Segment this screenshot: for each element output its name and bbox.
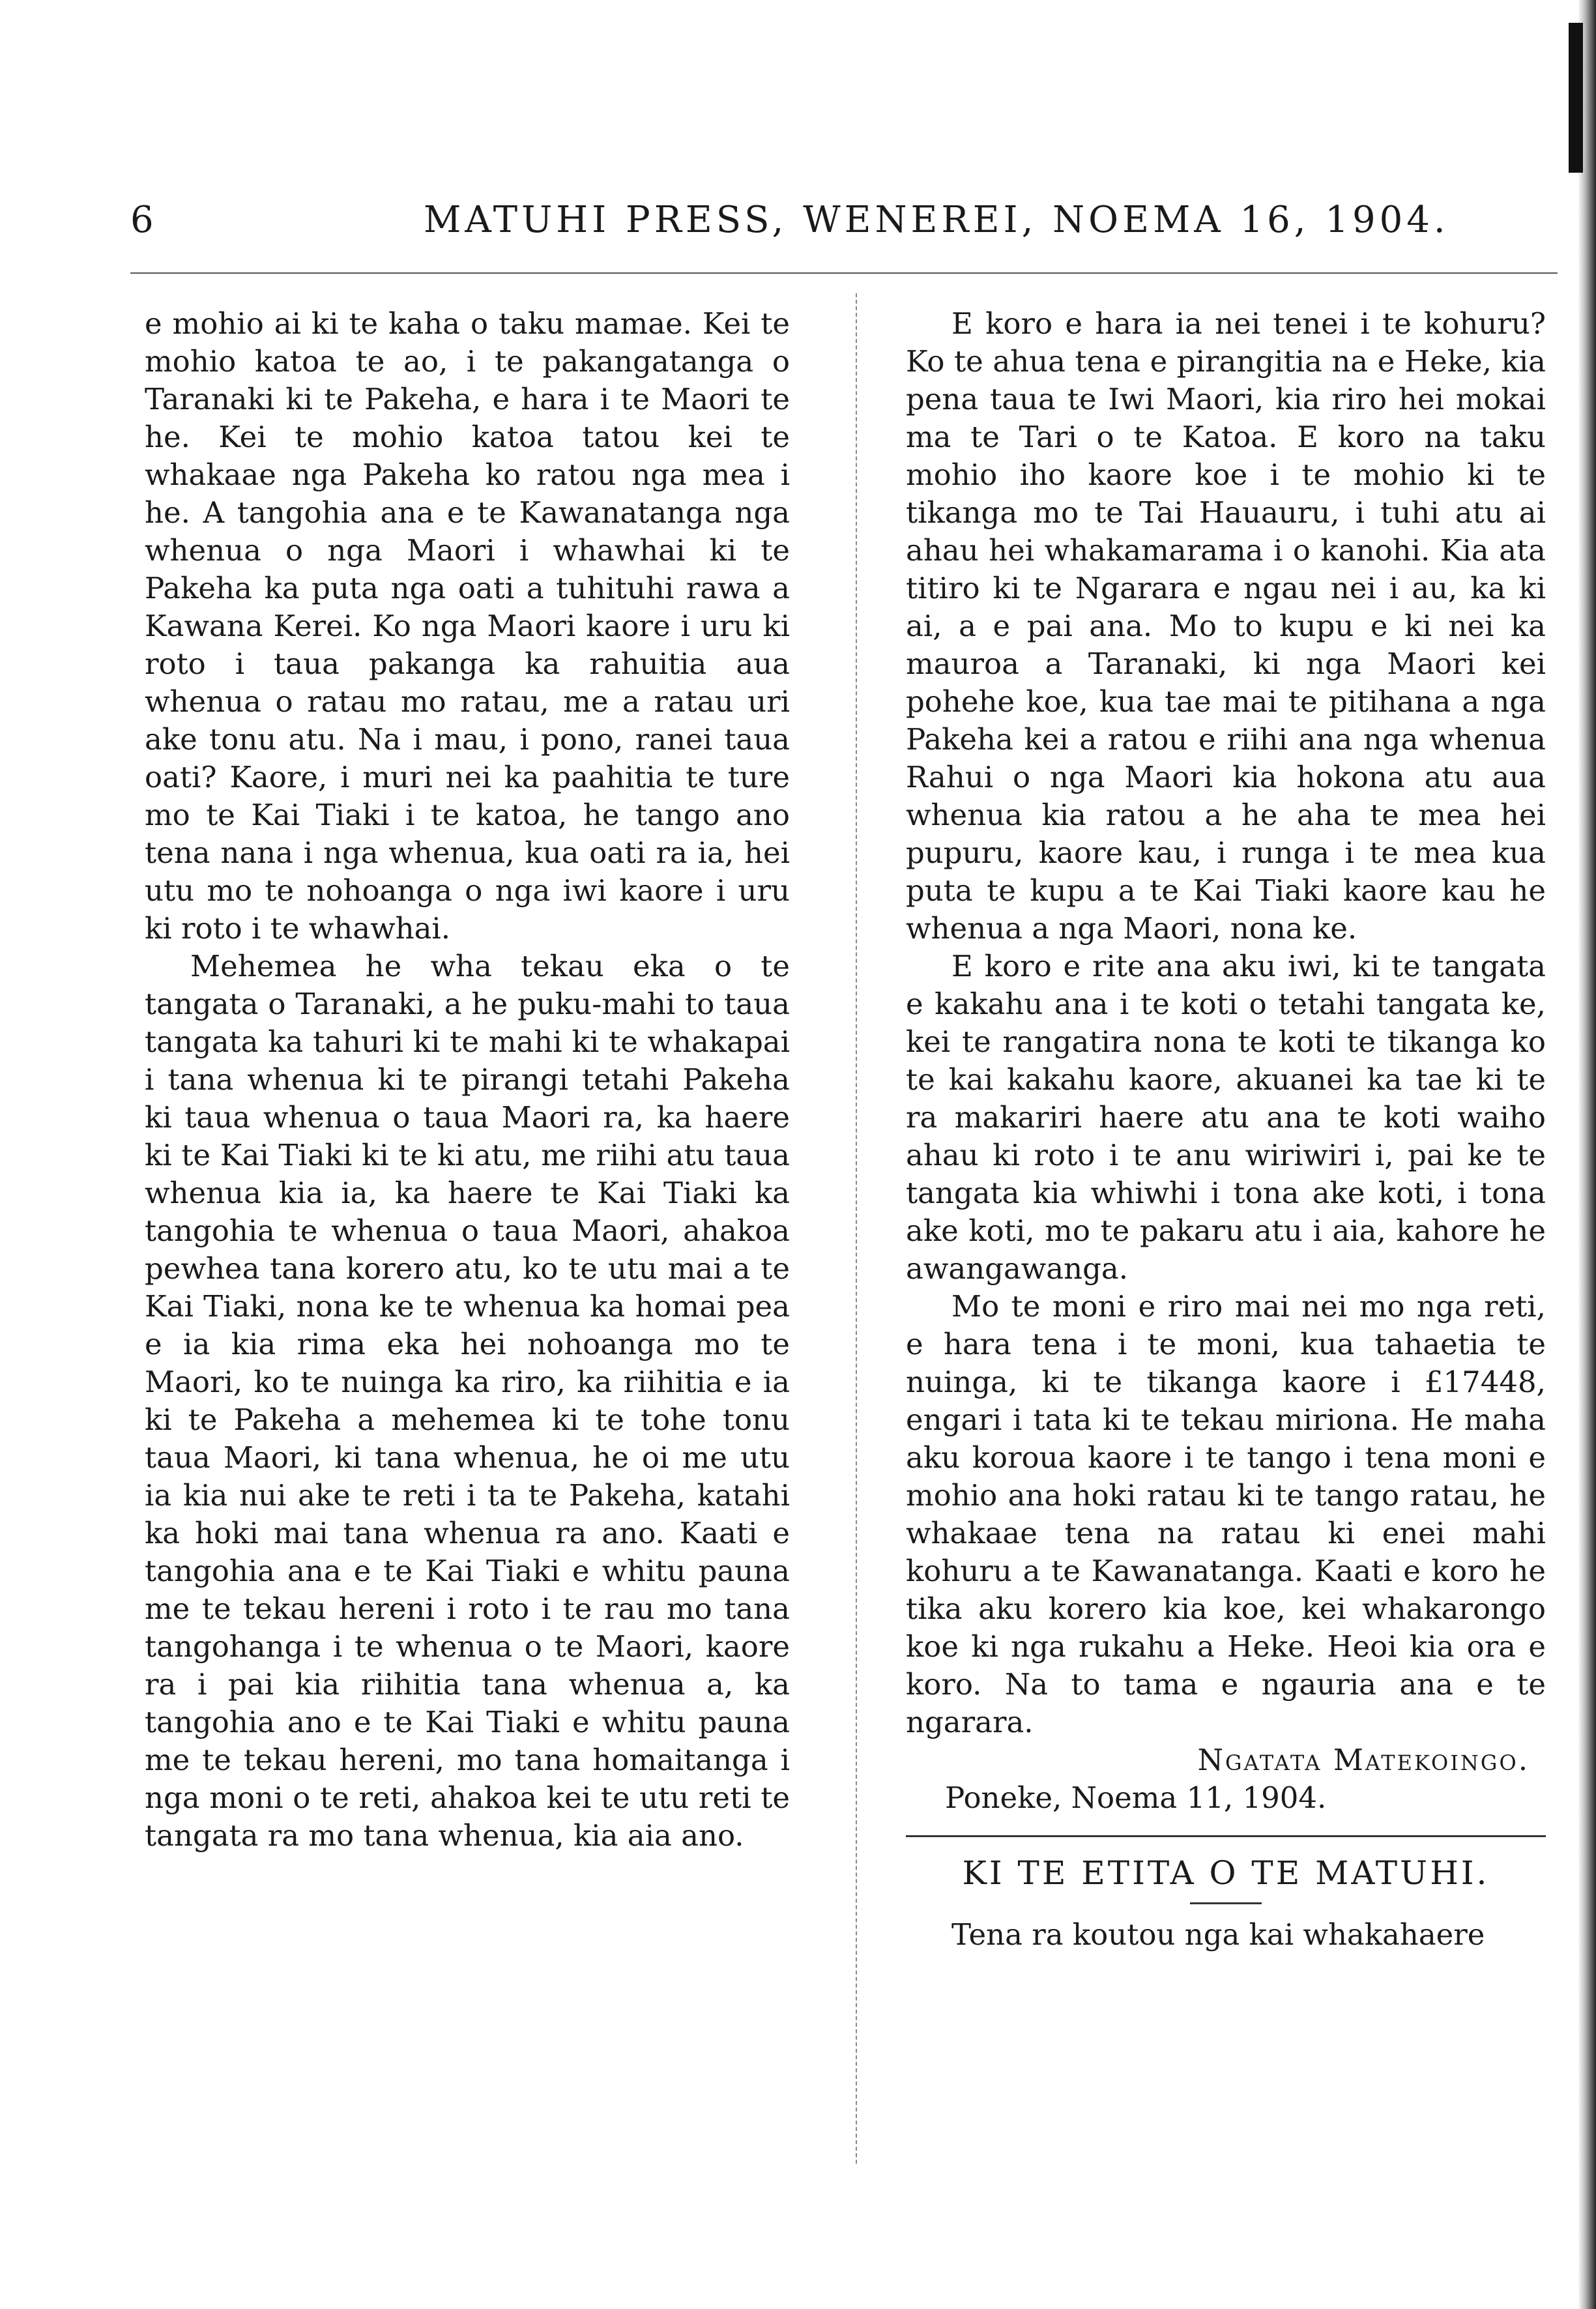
section-short-rule <box>1190 1902 1262 1904</box>
right-paragraph-2: E koro e rite ana aku iwi, ki te tangata e kakahu ana i te koti o tetahi tangata ke, kei te rangatira nona te koti te tikanga ko te kai kakahu kaore, akuanei ka tae ki te ra makariri haere atu ana te koti waiho ahau ki roto i te anu wiriwiri i, pai ke te tangata kia whiwhi i tona ake koti, i tona ake koti, mo te pakaru atu i aia, kahore he awangawanga. <box>906 949 1546 1286</box>
right-paragraph-3: Mo te moni e riro mai nei mo nga reti, e hara tena i te moni, kua tahaetia te nuinga, ki te tikanga kaore i £17448, engari i tata ki te tekau miriona. He maha aku koroua kaore i te tango i tena moni e mohio ana hoki ratau ki te tango ratau, he whakaae tena na ratau ki enei mahi kohuru a te Kawanatanga. Kaati e koro he tika aku korero kia koe, kei whakarongo koe ki nga rukahu a Heke. Heoi kia ora e koro. Na to tama e ngauria ana e te ngarara. <box>906 1289 1546 1739</box>
right-column <box>906 305 1546 1954</box>
left-column <box>145 305 790 1855</box>
page-number: 6 <box>130 199 158 241</box>
left-paragraph-2: Mehemea he wha tekau eka o te tangata o Taranaki, a he puku-mahi to taua tangata ka tahuri ki te mahi ki te whakapai i tana whenua ki te pirangi tetahi Pakeha ki taua whenua o taua Maori ra, ka haere ki te Kai Tiaki ki te ki atu, me riihi atu taua whenua kia ia, ka haere te Kai Tiaki ka tangohia te whenua o taua Maori, ahakoa pewhea tana korero atu, ko te utu mai a te Kai Tiaki, nona ke te whenua ka homai pea e ia kia rima eka hei nohoanga mo te Maori, ko te nuinga ka riro, ka riihitia e ia ki te Pakeha a mehemea ki te tohe tonu taua Maori, ki tana whenua, he oi me utu ia kia nui ake te reti i ta te Pakeha, katahi ka hoki mai tana whenua ra ano. Kaati e tangohia ana e te Kai Tiaki e whitu pauna me te tekau hereni i roto i te rau mo tana tangohanga i te whenua o te Maori, kaore ra i pai kia riihitia tana whenua a, ka tangohia ano e te Kai Tiaki e whitu pauna me te tekau hereni, mo tana homaitanga i nga moni o te reti, ahakoa kei te utu reti te tangata ra mo tana whenua, kia aia ano. <box>145 949 790 1853</box>
right-paragraph-1: E koro e hara ia nei tenei i te kohuru? Ko te ahua tena e pirangitia na e Heke, kia pena taua te Iwi Maori, kia riro hei mokai ma te Tari o te Katoa. E koro na taku mohio iho kaore koe i te mohio ki te tikanga mo te Tai Hauauru, i tuhi atu ai ahau hei whakamarama i o kanohi. Kia ata titiro ki te Ngarara e ngau nei i au, ka ki ai, a e pai ana. Mo to kupu e ki nei ka mauroa a Taranaki, ki nga Maori kei pohehe koe, kua tae mai te pitihana a nga Pakeha kei a ratou e riihi ana nga whenua Rahui o nga Maori kia hokona atu aua whenua kia ratou a he aha te mea hei pupuru, kaore kau, i runga i te mea kua puta te kupu a te Kai Tiaki kaore kau he whenua a nga Maori, nona ke. <box>906 306 1546 946</box>
page-header <box>130 199 1558 257</box>
letter-signature: Ngatata Matekoingo. <box>1197 1743 1530 1777</box>
section-opening-line: Tena ra koutou nga kai whakahaere <box>951 1917 1485 1952</box>
header-rule <box>130 272 1558 274</box>
scan-edge-shadow <box>1578 0 1596 2309</box>
section-title: KI TE ETITA O TE MATUHI. <box>962 1854 1490 1892</box>
left-paragraph-1: e mohio ai ki te kaha o taku mamae. Kei te mohio katoa te ao, i te pakangatanga o Taranaki ki te Pakeha, e hara i te Maori te he. Kei te mohio katoa tatou kei te whakaae nga Pakeha ko ratou nga mea i he. A tangohia ana e te Kawanatanga nga whenua o nga Maori i whawhai ki te Pakeha ka puta nga oati a tuhituhi rawa a Kawana Kerei. Ko nga Maori kaore i uru ki roto i taua pakanga ka rahuitia aua whenua o ratau mo ratau, me a ratau uri ake tonu atu. Na i mau, i pono, ranei taua oati? Kaore, i muri nei ka paahitia te ture mo te Kai Tiaki i te katoa, he tango ano tena nana i nga whenua, kua oati ra ia, hei utu mo te nohoanga o nga iwi kaore i uru ki roto i te whawhai. <box>145 306 790 946</box>
column-divider <box>856 293 857 2164</box>
masthead-title: MATUHI PRESS, WENEREI, NOEMA 16, 1904. <box>424 199 1449 241</box>
section-rule <box>906 1835 1546 1837</box>
scan-edge-dark-mark <box>1569 23 1583 173</box>
letter-place-date: Poneke, Noema 11, 1904. <box>945 1780 1327 1815</box>
